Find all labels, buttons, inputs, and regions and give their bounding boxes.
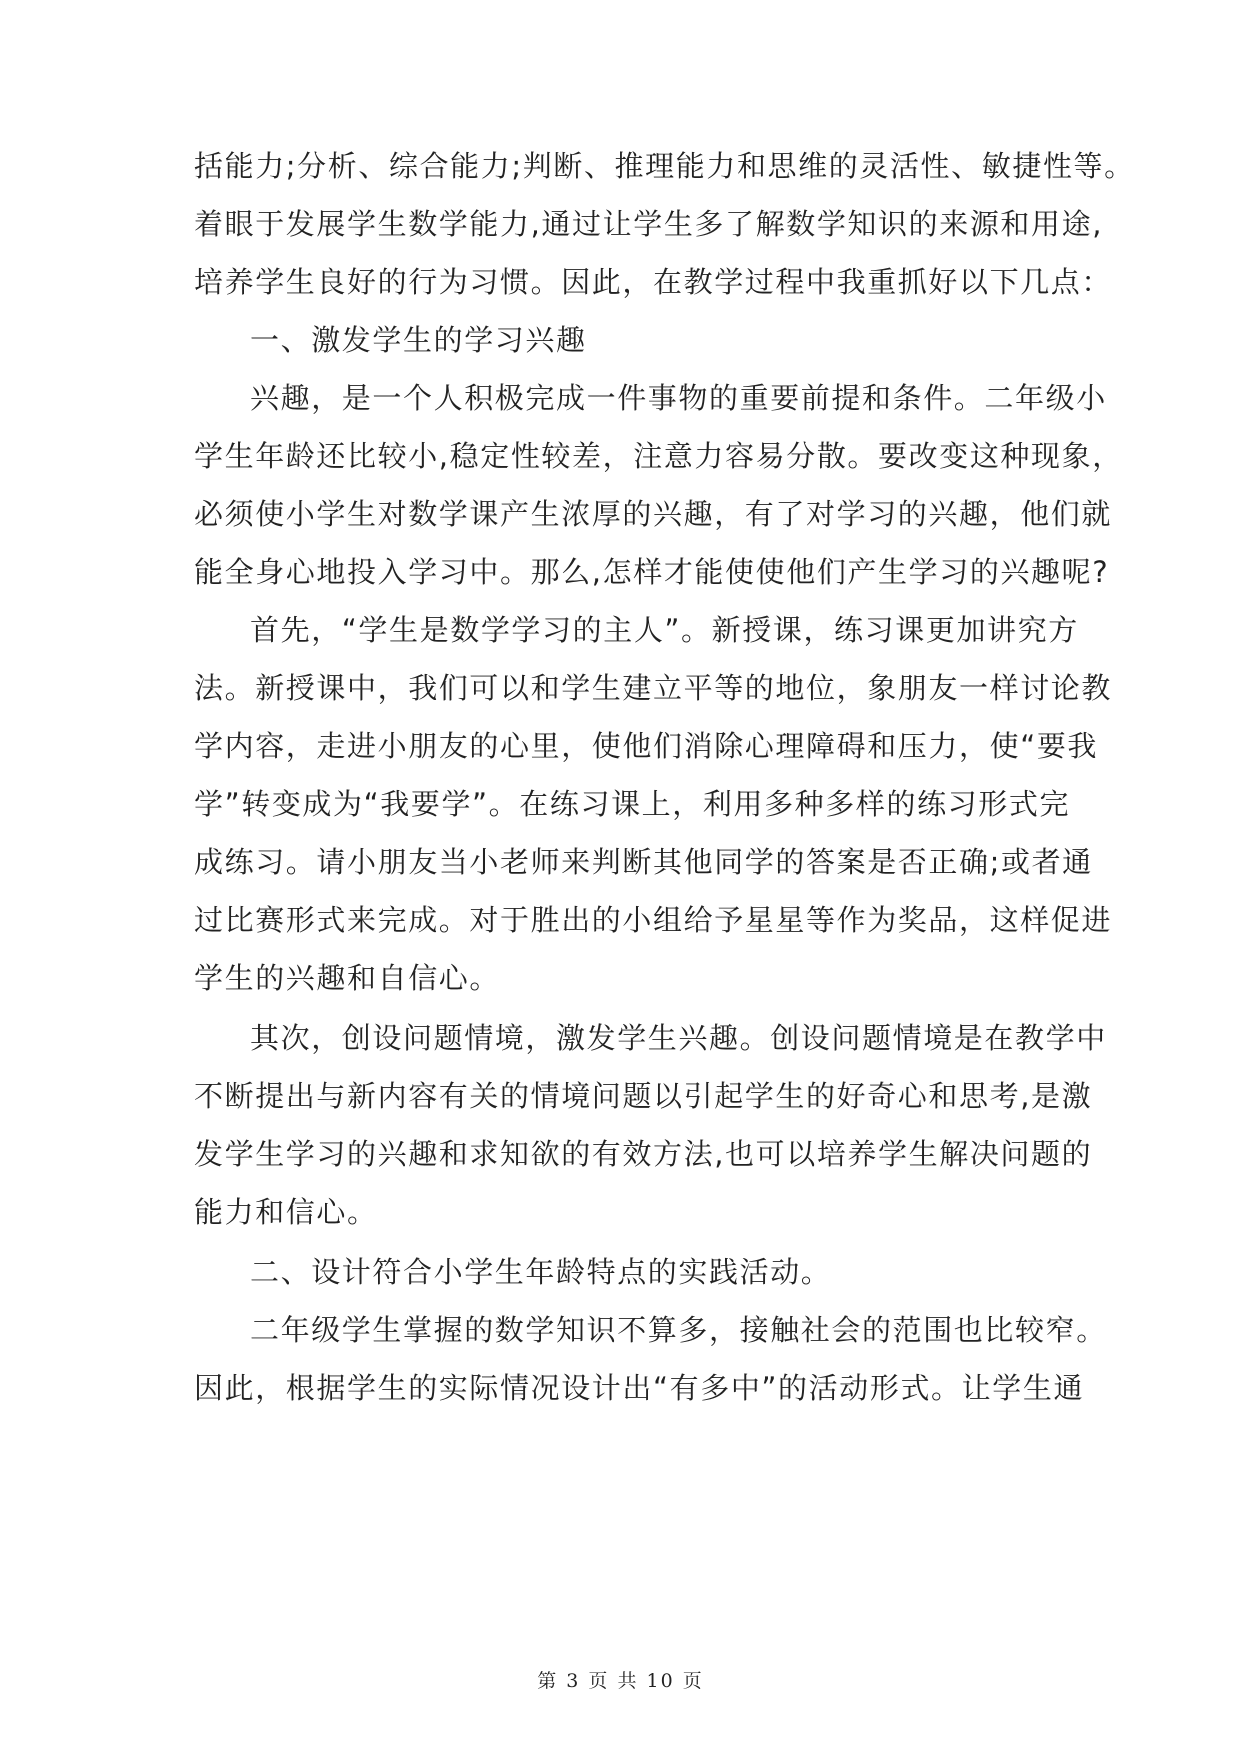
text-line: 过比赛形式来完成。对于胜出的小组给予星星等作为奖品，这样促进	[194, 903, 1113, 937]
text-line: 学内容，走进小朋友的心里，使他们消除心理障碍和压力，使“要我	[194, 729, 1099, 763]
text-line: 兴趣，是一个人积极完成一件事物的重要前提和条件。二年级小	[250, 381, 1107, 415]
text-line: 必须使小学生对数学课产生浓厚的兴趣，有了对学习的兴趣，他们就	[194, 497, 1113, 531]
text-line: 学生年龄还比较小,稳定性较差，注意力容易分散。要改变这种现象，	[194, 439, 1123, 473]
text-line: 学生的兴趣和自信心。	[194, 961, 501, 995]
text-line: 首先，“学生是数学学习的主人”。新授课，练习课更加讲究方	[250, 613, 1079, 647]
text-line: 括能力;分析、综合能力;判断、推理能力和思维的灵活性、敏捷性等。	[194, 149, 1135, 183]
text-line: 着眼于发展学生数学能力,通过让学生多了解数学知识的来源和用途,	[194, 207, 1104, 241]
page-number-footer: 第 3 页 共 10 页	[537, 1670, 704, 1692]
text-line: 二年级学生掌握的数学知识不算多，接触社会的范围也比较窄。	[250, 1313, 1107, 1347]
text-line: 能力和信心。	[194, 1195, 378, 1229]
text-line: 其次，创设问题情境，激发学生兴趣。创设问题情境是在教学中	[250, 1021, 1107, 1055]
text-line: 因此，根据学生的实际情况设计出“有多中”的活动形式。让学生通	[194, 1371, 1085, 1405]
text-line: 培养学生良好的行为习惯。因此，在教学过程中我重抓好以下几点：	[194, 265, 1113, 299]
text-line: 发学生学习的兴趣和求知欲的有效方法,也可以培养学生解决问题的	[194, 1137, 1093, 1171]
text-line: 不断提出与新内容有关的情境问题以引起学生的好奇心和思考,是激	[194, 1079, 1093, 1113]
section-heading: 一、激发学生的学习兴趣	[250, 323, 587, 357]
text-line: 学”转变成为“我要学”。在练习课上，利用多种多样的练习形式完	[194, 787, 1071, 821]
section-heading: 二、设计符合小学生年龄特点的实践活动。	[250, 1255, 832, 1289]
text-line: 能全身心地投入学习中。那么,怎样才能使使他们产生学习的兴趣呢?	[194, 555, 1110, 589]
text-line: 成练习。请小朋友当小老师来判断其他同学的答案是否正确;或者通	[194, 845, 1093, 879]
text-line: 法。新授课中，我们可以和学生建立平等的地位，象朋友一样讨论教	[194, 671, 1113, 705]
